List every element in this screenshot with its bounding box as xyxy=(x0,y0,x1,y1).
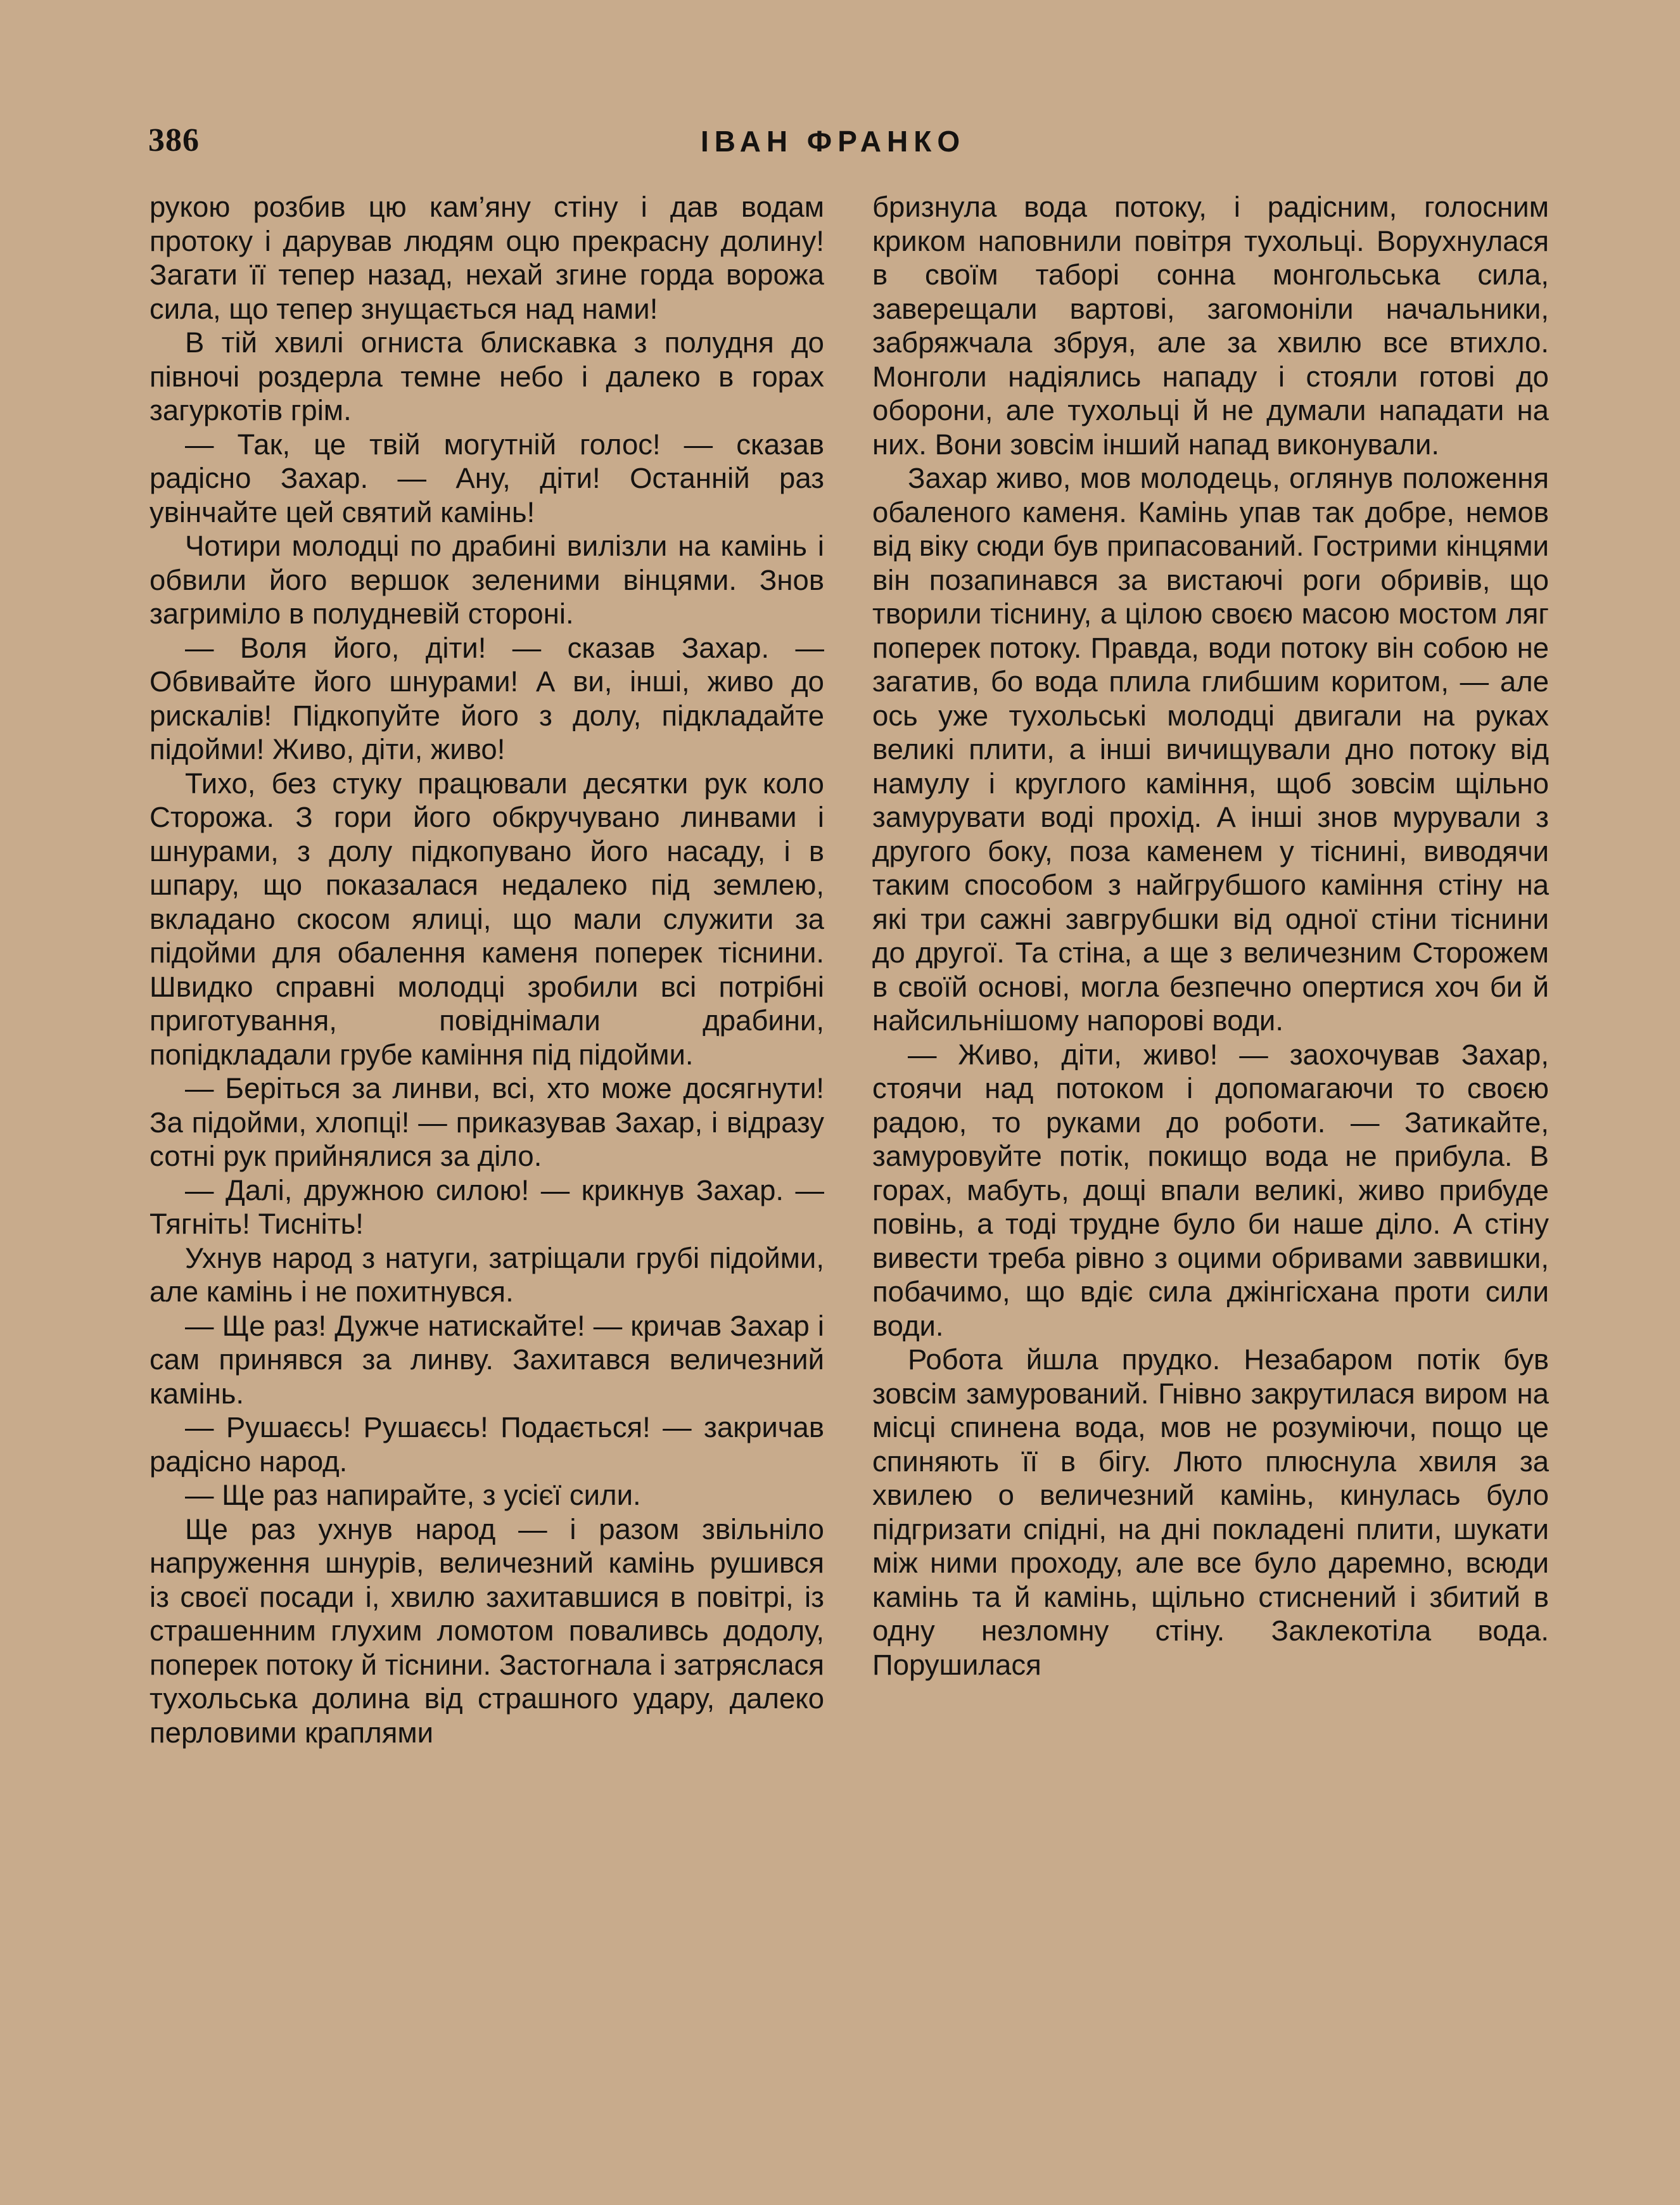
paragraph: Робота йшла прудко. Незабаром потік був зовсім замурований. Гнівно закрутилася виром на місці спинена вода, мов не розуміючи, пощо це спиняють її в бігу. Люто плюснула хвиля за хвилею о величезний камінь, кинулась було підгризати спідні, на дні покладені плити, шукати між ними проходу, але все було даремно, всюди камінь та й камінь, щільно стиснений і збитий в одну незломну стіну. Заклекотіла вода. Порушилася xyxy=(872,1343,1549,1681)
paragraph: — Далі, дружною силою! — крикнув Захар. — Тягніть! Тисніть! xyxy=(150,1173,824,1240)
paragraph: Тихо, без стуку працювали десятки рук коло Сторожа. З гори його обкручувано линвами і шнурами, з долу підкопувано його насаду, і в шпару, що показалася недалеко під землею, вкладано скосом ялиці, що мали служити за підойми для обалення каменя поперек тіснини. Швидко справні молодці зробили всі потрібні приготування, повіднімали драбини, попідкладали грубе каміння під підойми. xyxy=(150,767,824,1071)
right-column xyxy=(872,190,1549,1682)
paragraph: В тій хвилі огниста блискавка з полудня до півночі роздерла темне небо і далеко в горах загуркотів грім. xyxy=(150,326,824,426)
paragraph: — Воля його, діти! — сказав Захар. — Обвивайте його шнурами! А ви, інші, живо до рискалів! Підкопуйте його з долу, підкладайте підойми! Живо, діти, живо! xyxy=(150,631,824,765)
paragraph: — Беріться за линви, всі, хто може досягнути! За підойми, хлопці! — приказував Захар, і відразу сотні рук прийнялися за діло. xyxy=(150,1072,824,1172)
paragraph: Захар живо, мов молодець, оглянув положення обаленого каменя. Камінь упав так добре, немов від віку сюди був припасований. Гострими кінцями він позапинався за вистаючі роги обривів, що творили тіснину, а цілою своєю масою мостом ляг поперек потоку. Правда, води потоку він собою не загатив, бо вода плила глибшим коритом, — але ось уже тухольські молодці двигали на руках великі плити, а інші вичищували дно потоку від намулу і круглого каміння, щоб зовсім щільно замурувати воді прохід. А інші знов мурували з другого боку, поза каменем у тіснині, виводячи таким способом з найгрубшого каміння стіну на які три сажні завгрубшки від одної стіни тіснини до другої. Та стіна, а ще з величезним Сторожем в своїй основі, могла безпечно опертися хоч би й найсильнішому напорові води. xyxy=(872,462,1549,1037)
paragraph: — Рушаєсь! Рушаєсь! Подається! — закричав радісно народ. xyxy=(150,1411,824,1478)
paragraph: — Так, це твій могутній голос! — сказав радісно Захар. — Ану, діти! Останній раз увінчайте цей святий камінь! xyxy=(150,428,824,528)
paragraph: Ще раз ухнув народ — і разом звільніло напруження шнурів, величезний камінь рушився із своєї посади і, хвилю захитавшися в повітрі, із страшенним глухим ломотом поваливсь додолу, поперек потоку й тіснини. Застогнала і затряслася тухольська долина від страшного удару, далеко перловими краплями xyxy=(150,1512,824,1749)
page-number: 386 xyxy=(148,122,200,158)
paragraph: — Ще раз! Дужче натискайте! — кричав Захар і сам принявся за линву. Захитався величезний камінь. xyxy=(150,1309,824,1410)
paragraph: — Живо, діти, живо! — заохочував Захар, стоячи над потоком і допомагаючи то своєю радою, то руками до роботи. — Затикайте, замуровуйте потік, покищо вода не прибула. В горах, мабуть, дощі впали великі, живо прибуде повінь, а тоді трудне було би наше діло. А стіну вивести треба рівно з оцими обривами заввишки, побачимо, що вдіє сила джінгісхана проти сили води. xyxy=(872,1038,1549,1342)
paragraph: рукою розбив цю кам’яну стіну і дав водам протоку і дарував людям оцю прекрасну долину! Загати її тепер назад, нехай згине горда ворожа сила, що тепер знущається над нами! xyxy=(150,191,824,325)
running-title: ІВАН ФРАНКО xyxy=(701,125,966,158)
paragraph: — Ще раз напирайте, з усієї сили. xyxy=(185,1479,641,1511)
paragraph: Ухнув народ з натуги, затріщали грубі підойми, але камінь і не похитнувся. xyxy=(150,1241,824,1308)
left-column xyxy=(150,190,824,1749)
paragraph: бризнула вода потоку, і радісним, голосним криком наповнили повітря тухольці. Ворухнулася в своїм таборі сонна монгольська сила, заверещали вартові, загомоніли начальники, забряжчала збруя, але за хвилю все втихло. Монголи надіялись нападу і стояли готові до оборони, але тухольці й не думали нападати на них. Вони зовсім інший напад виконували. xyxy=(872,191,1549,461)
paragraph: Чотири молодці по драбині вилізли на камінь і обвили його вершок зеленими вінцями. Знов загриміло в полудневій стороні. xyxy=(150,530,824,630)
